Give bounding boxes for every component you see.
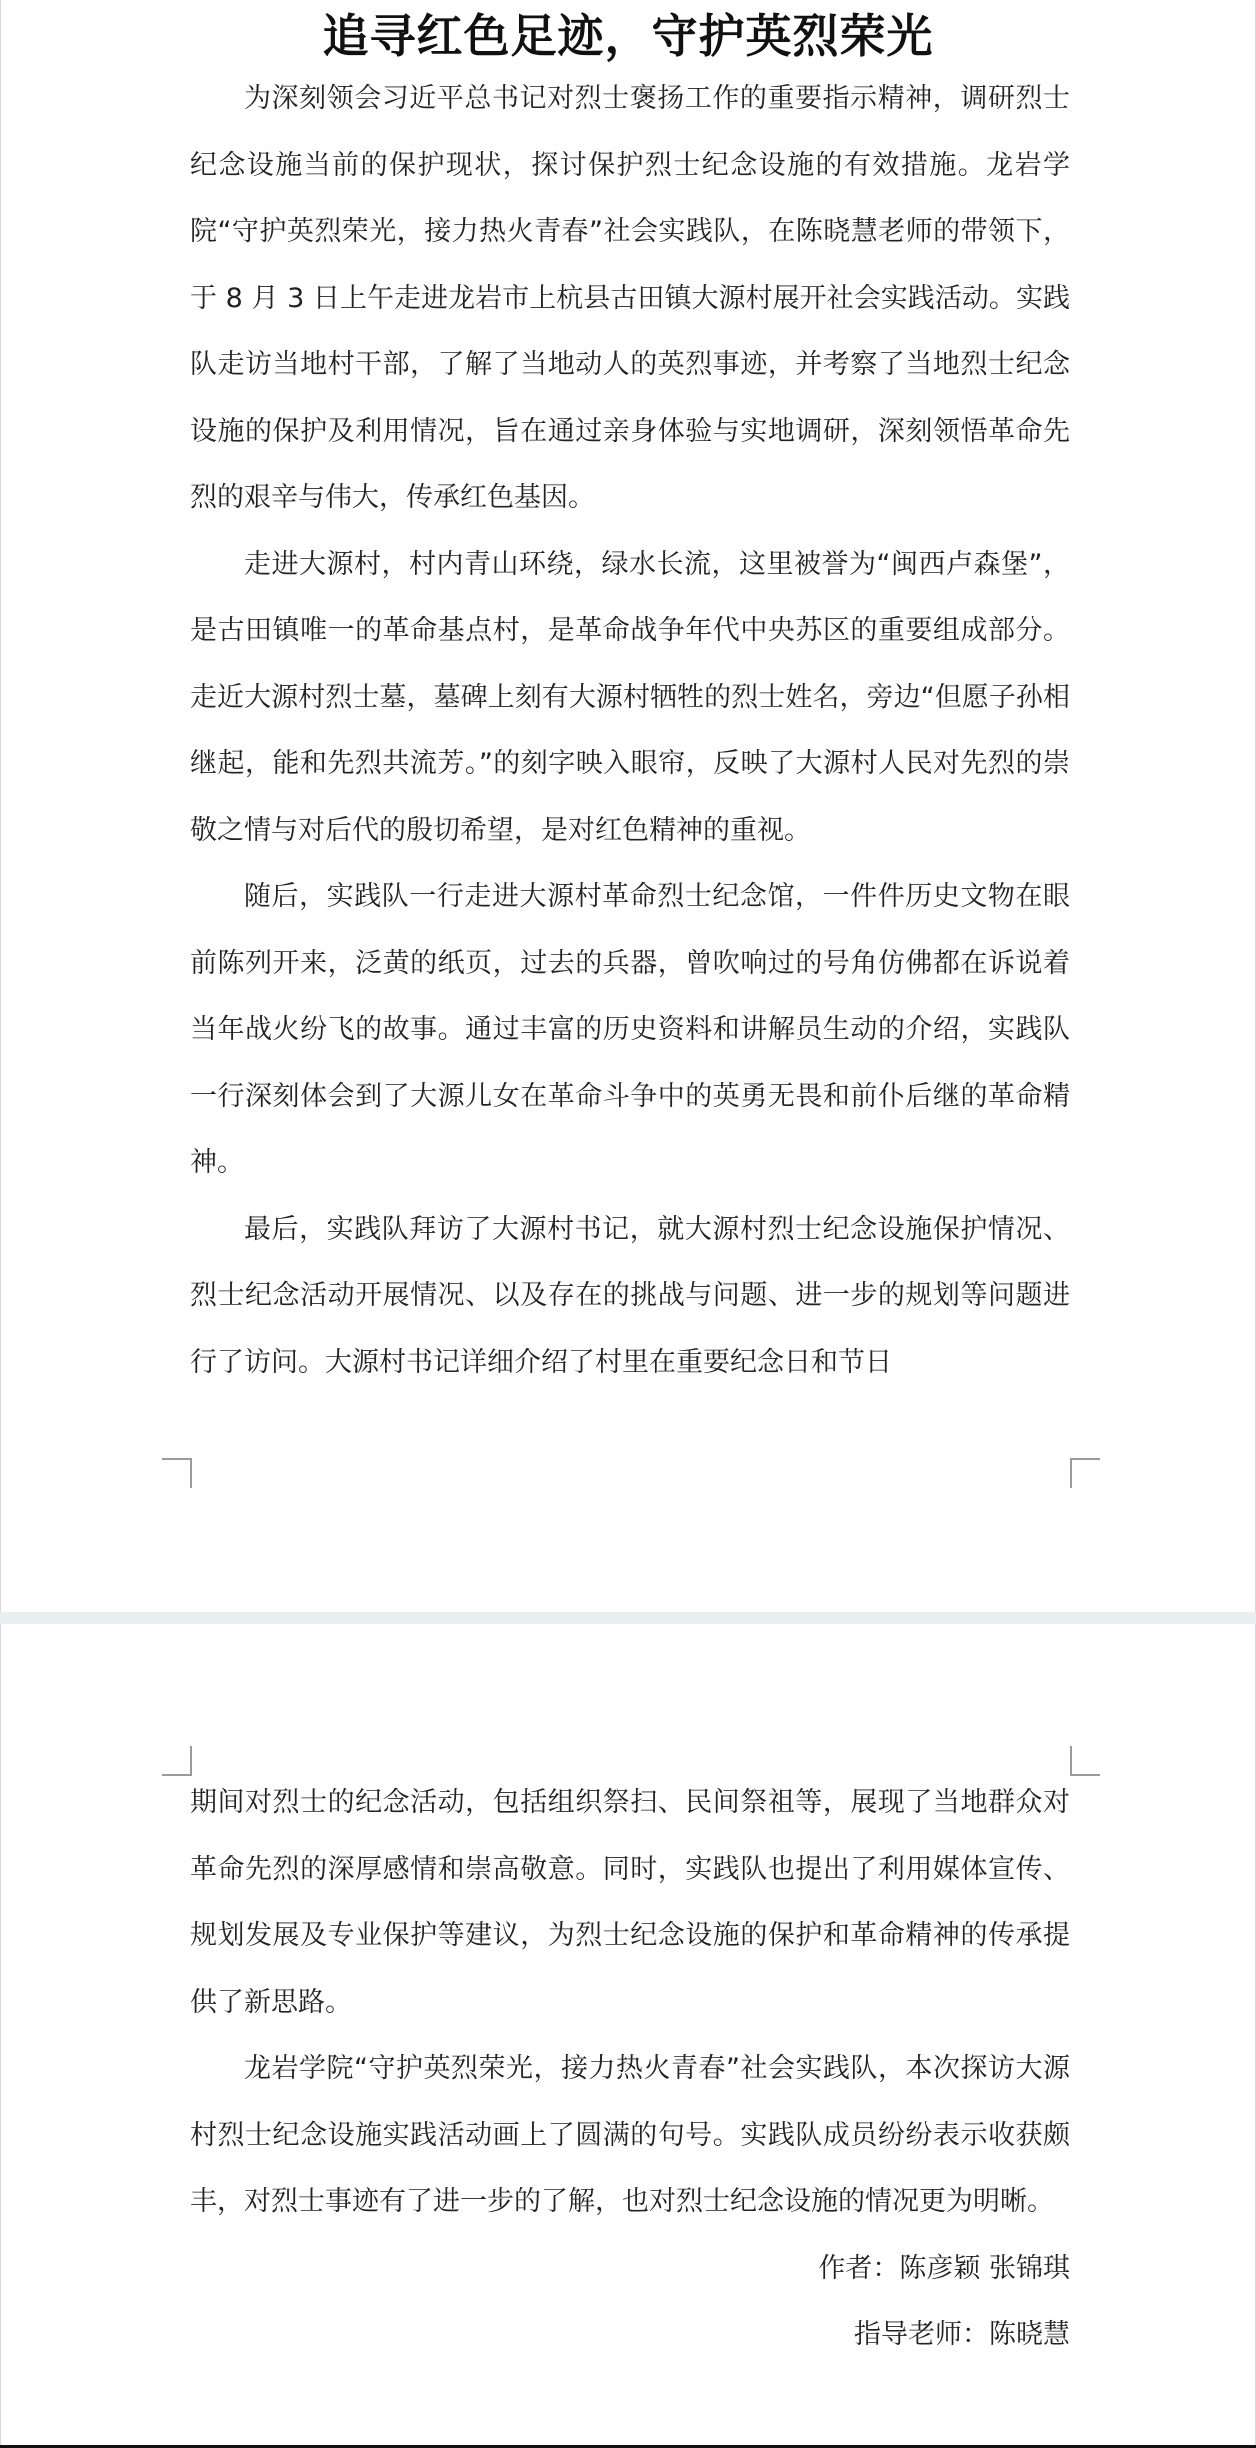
paragraph-3: 随后，实践队一行走进大源村革命烈士纪念馆，一件件历史文物在眼前陈列开来，泛黄的纸页，过去的兵器，曾吹响过的号角仿佛都在诉说着当年战火纷飞的故事。通过丰富的历史资料和讲解员生动的介绍，实践队一行深刻体会到了大源儿女在革命斗争中的英勇无畏和前仆后继的革命精神。 xyxy=(190,881,1070,1178)
paragraph-5: 龙岩学院“守护英烈荣光，接力热火青春”社会实践队，本次探访大源村烈士纪念设施实践活动画上了圆满的句号。实践队成员纷纷表示收获颇丰，对烈士事迹有了进一步的了解，也对烈士纪念设施的情况更为明晰。 xyxy=(190,2053,1070,2217)
paragraph-2: 走进大源村，村内青山环绕，绿水长流，这里被誉为“闽西卢森堡”，是古田镇唯一的革命基点村，是革命战争年代中央苏区的重要组成部分。走近大源村烈士墓，墓碑上刻有大源村牺牲的烈士姓名，旁边“但愿子孙相继起，能和先烈共流芳。”的刻字映入眼帘，反映了大源村人民对先烈的崇敬之情与对后代的殷切希望，是对红色精神的重视。 xyxy=(190,548,1070,846)
document-title: 追寻红色足迹，守护英烈荣光 xyxy=(322,9,934,63)
margin-corner-mark xyxy=(1070,1746,1100,1776)
advisor-line: 指导老师：陈晓慧 xyxy=(854,2318,1070,2350)
author-line: 作者：陈彦颖 张锦琪 xyxy=(818,2252,1070,2284)
page-separator xyxy=(0,1612,1256,1624)
margin-corner-mark xyxy=(162,1746,192,1776)
paragraph-4-continued: 期间对烈士的纪念活动，包括组织祭扫、民间祭祖等，展现了当地群众对革命先烈的深厚感情和崇高敬意。同时，实践队也提出了利用媒体宣传、规划发展及专业保护等建议，为烈士纪念设施的保护和革命精神的传承提供了新思路。 xyxy=(190,1787,1070,2018)
page-2-body xyxy=(190,1770,1070,2368)
margin-corner-mark xyxy=(162,1458,192,1488)
paragraph-1: 为深刻领会习近平总书记对烈士褒扬工作的重要指示精神，调研烈士纪念设施当前的保护现状，探讨保护烈士纪念设施的有效措施。龙岩学院“守护英烈荣光，接力热火青春”社会实践队，在陈晓慧老师的带领下，于 8 月 3 日上午走进龙岩市上杭县古田镇大源村展开社会实践活动。实践队走访当地村干部，了解了当地动人的英烈事迹，并考察了当地烈士纪念设施的保护及利用情况，旨在通过亲身体验与实地调研，深刻领悟革命先烈的艰辛与伟大，传承红色基因。 xyxy=(190,83,1070,513)
paragraph-4: 最后，实践队拜访了大源村书记，就大源村烈士纪念设施保护情况、烈士纪念活动开展情况、以及存在的挑战与问题、进一步的规划等问题进行了访问。大源村书记详细介绍了村里在重要纪念日和节日 xyxy=(190,1213,1070,1378)
margin-corner-mark xyxy=(1070,1458,1100,1488)
page-1-body xyxy=(190,66,1070,1396)
